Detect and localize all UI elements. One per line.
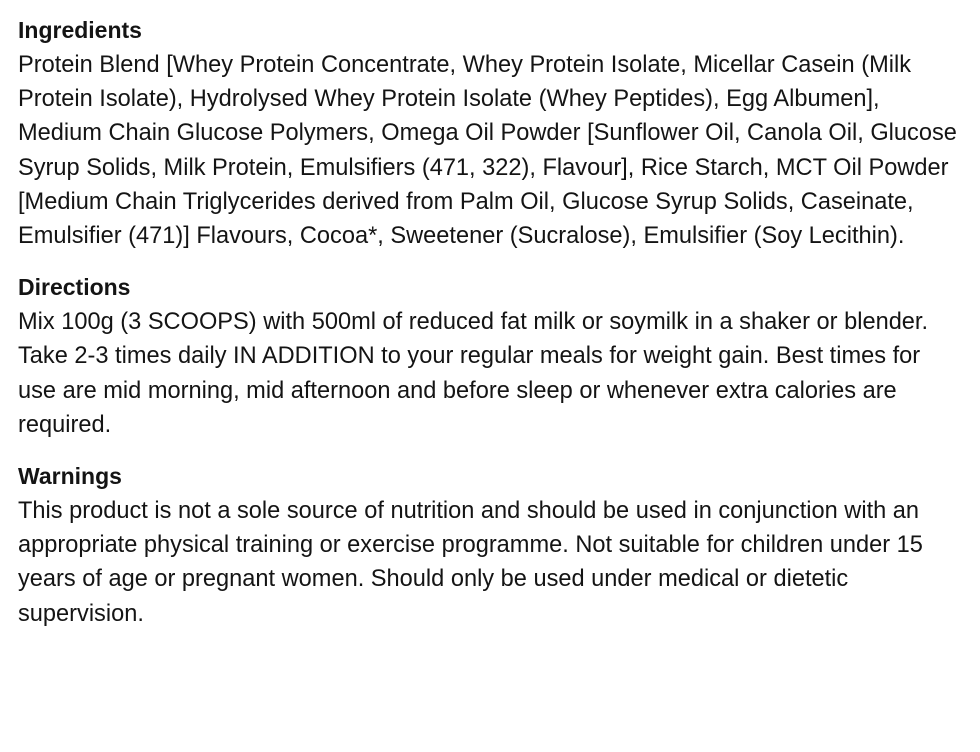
product-info xyxy=(18,14,958,649)
warnings-heading: Warnings xyxy=(18,463,122,490)
directions-heading: Directions xyxy=(18,274,131,301)
ingredients-text: Protein Blend [Whey Protein Concentrate, Whey Protein Isolate, Micellar Casein (Milk Protein Isolate), Hydrolysed Whey Protein Isolate (Whey Peptides), Egg Albumen], Medium Chain Glucose Polymers, Omega Oil Powder [Sunflower Oil, Canola Oil, Glucose Syrup Solids, Milk Protein, Emulsifiers (471, 322), Flavour], Rice Starch, MCT Oil Powder [Medium Chain Triglycerides derived from Palm Oil, Glucose Syrup Solids, Caseinate, Emulsifier (471)] Flavours, Cocoa*, Sweetener (Sucralose), Emulsifier (Soy Lecithin). xyxy=(18,52,957,250)
ingredients-heading: Ingredients xyxy=(18,17,142,43)
directions-section xyxy=(18,271,958,442)
warnings-text: This product is not a sole source of nutrition and should be used in conjunction with an appropriate physical training or exercise programme. Not suitable for children under 15 years of age or pregnant women. Should only be used under medical or dietetic supervision. xyxy=(18,498,923,627)
ingredients-section xyxy=(18,14,958,253)
directions-text: Mix 100g (3 SCOOPS) with 500ml of reduced fat milk or soymilk in a shaker or blender. Take 2-3 times daily IN ADDITION to your regular meals for weight gain. Best times for use are mid morning, mid afternoon and before sleep or whenever extra calories are required. xyxy=(18,309,929,438)
warnings-section xyxy=(18,460,958,631)
